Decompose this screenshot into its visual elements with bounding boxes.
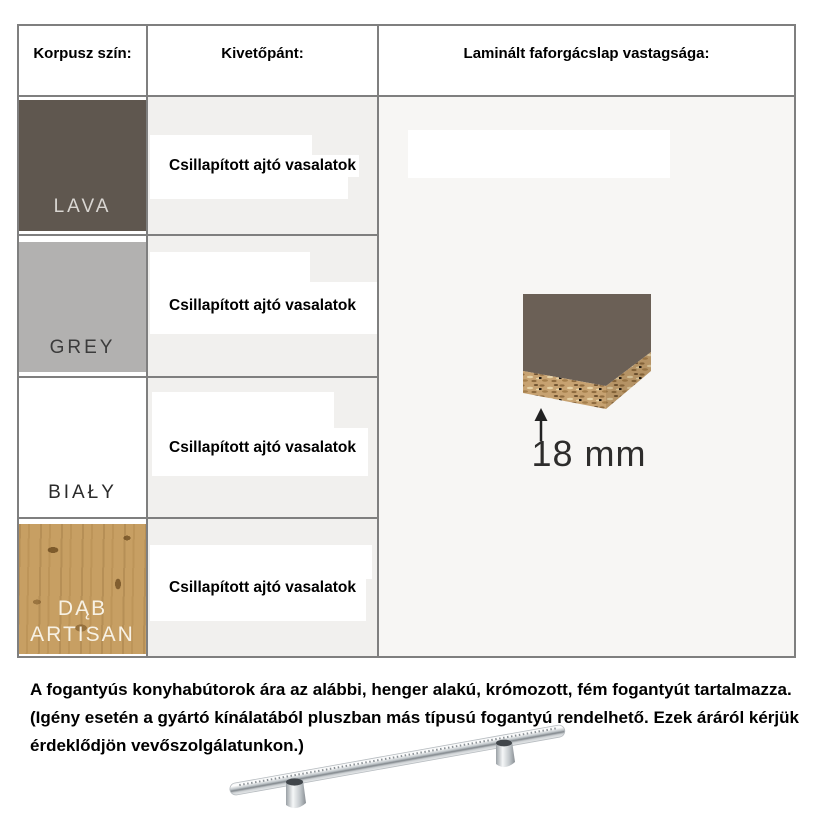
- swatch-cell-bialy: [19, 378, 146, 517]
- color-label-lava: LAVA: [53, 196, 112, 218]
- header-korpusz-szin: [19, 26, 146, 95]
- hinge-cell-row4: [148, 519, 377, 656]
- header-korpusz-szin-label: Korpusz szín:: [33, 45, 132, 62]
- hinge-text-row1: Csillapított ajtó vasalatok: [166, 155, 359, 177]
- handle-image: [222, 720, 622, 818]
- footer-line2: (Igény esetén a gyártó kínálatából pluszban más típusú fogantyú rendelhető. Ezek áráról kérjük érdeklődjön vevőszolgálatunkon.): [30, 708, 799, 755]
- color-label-grey: GREY: [49, 337, 116, 359]
- color-swatch-lava: [19, 100, 146, 231]
- handle-bar: [229, 724, 566, 796]
- swatch-cell-grey: [19, 236, 146, 376]
- color-label-bialy: BIAŁY: [48, 482, 117, 504]
- color-swatch-dab-artisan: [19, 524, 146, 654]
- hinge-cell-row2: [148, 236, 377, 376]
- hinge-cell-row3: [148, 378, 377, 517]
- chipboard-image: [379, 97, 794, 656]
- handle-foot-right: [496, 740, 515, 767]
- hinge-text-row3: Csillapított ajtó vasalatok: [166, 437, 359, 459]
- footer-line1: A fogantyús konyhabútorok ára az alábbi, henger alakú, krómozott, fém fogantyút tartalmazza.: [30, 680, 792, 699]
- thickness-label: 18 mm: [531, 433, 647, 474]
- white-patch: [150, 545, 372, 579]
- header-kivetopant: [148, 26, 377, 95]
- white-patch: [152, 392, 334, 430]
- white-patch: [408, 130, 670, 178]
- swatch-cell-lava: [19, 97, 146, 234]
- board-cell: [379, 97, 794, 656]
- white-patch: [150, 252, 310, 284]
- color-swatch-bialy: [19, 378, 146, 517]
- handle-foot-left: [286, 778, 306, 808]
- options-table: [17, 24, 796, 658]
- color-label-dab-artisan: DĄB ARTISAN: [30, 596, 135, 646]
- hinge-cell-row1: [148, 97, 377, 234]
- header-vastagsag: [379, 26, 794, 95]
- hinge-text-row2: Csillapított ajtó vasalatok: [166, 295, 359, 317]
- hinge-text-row4: Csillapított ajtó vasalatok: [166, 577, 359, 599]
- color-swatch-grey: [19, 242, 146, 372]
- header-vastagsag-label: Laminált faforgácslap vastagsága:: [463, 45, 710, 62]
- swatch-cell-dab-artisan: [19, 519, 146, 656]
- header-kivetopant-label: Kivetőpánt:: [221, 45, 304, 62]
